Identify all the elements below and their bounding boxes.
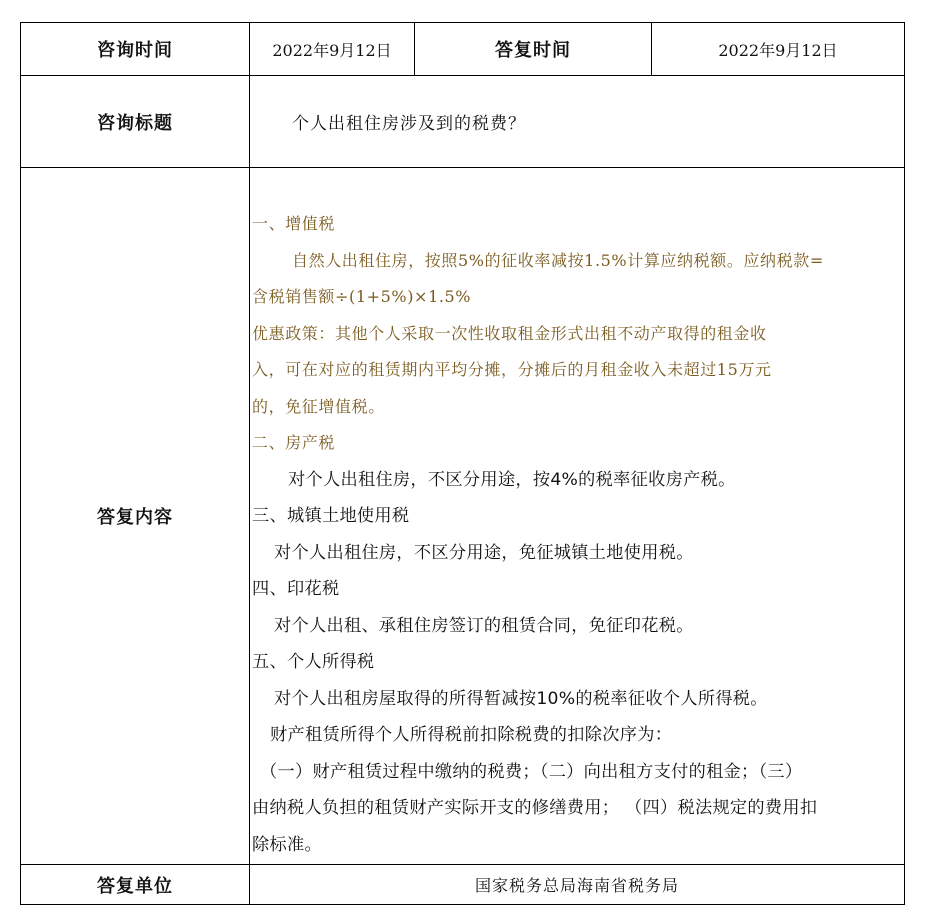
section-heading-income-tax: 五、个人所得税 [252, 652, 375, 672]
row-title [21, 76, 905, 168]
reply-content-body [250, 168, 905, 865]
reply-unit-label: 答复单位 [21, 865, 250, 905]
row-unit [21, 865, 905, 905]
section-heading-land-use-tax: 三、城镇土地使用税 [252, 506, 410, 526]
section-heading-stamp-tax: 四、印花税 [252, 579, 340, 599]
row-content [21, 168, 905, 865]
section-heading-property-tax: 二、房产税 [252, 433, 336, 452]
vat-paragraph-line: 含税销售额÷(1+5%)×1.5% [252, 287, 472, 306]
section-heading-vat: 一、增值税 [252, 214, 336, 233]
property-tax-line: 对个人出租住房，不区分用途，按4%的税率征收房产税。 [288, 469, 736, 490]
vat-policy-line: 优惠政策：其他个人采取一次性收取租金形式出租不动产取得的租金收 [252, 323, 767, 343]
consult-title-label: 咨询标题 [21, 76, 250, 168]
income-tax-line: 财产租赁所得个人所得税前扣除税费的扣除次序为： [270, 725, 673, 745]
subject-value: 个人出租住房涉及到的税费？ [250, 76, 905, 168]
income-tax-line: 对个人出租房屋取得的所得暂减按10%的税率征收个人所得税。 [274, 688, 768, 709]
reply-unit-value: 国家税务总局海南省税务局 [250, 865, 905, 905]
income-tax-line: 除标准。 [252, 834, 322, 855]
reply-time-label: 答复时间 [415, 23, 652, 76]
income-tax-line: （一）财产租赁过程中缴纳的税费；（二）向出租方支付的租金；（三） [260, 761, 803, 782]
reply-date-value: 2022年9月12日 [652, 23, 905, 76]
land-use-tax-line: 对个人出租住房，不区分用途，免征城镇土地使用税。 [274, 542, 694, 563]
income-tax-line: 由纳税人负担的租赁财产实际开支的修缮费用； （四）税法规定的费用扣 [252, 798, 818, 818]
vat-policy-line: 入，可在对应的租赁期内平均分摊，分摊后的月租金收入未超过15万元 [252, 360, 772, 379]
vat-paragraph-line: 自然人出租住房，按照5%的征收率减按1.5%计算应纳税额。应纳税款= [292, 250, 824, 270]
vat-policy-line: 的，免征增值税。 [252, 396, 385, 416]
consultation-table [20, 22, 905, 905]
consult-time-label: 咨询时间 [21, 23, 250, 76]
stamp-tax-line: 对个人出租、承租住房签订的租赁合同，免征印花税。 [274, 615, 694, 636]
reply-content-label: 答复内容 [21, 168, 250, 865]
row-time [21, 23, 905, 76]
consult-date-value: 2022年9月12日 [250, 23, 415, 76]
